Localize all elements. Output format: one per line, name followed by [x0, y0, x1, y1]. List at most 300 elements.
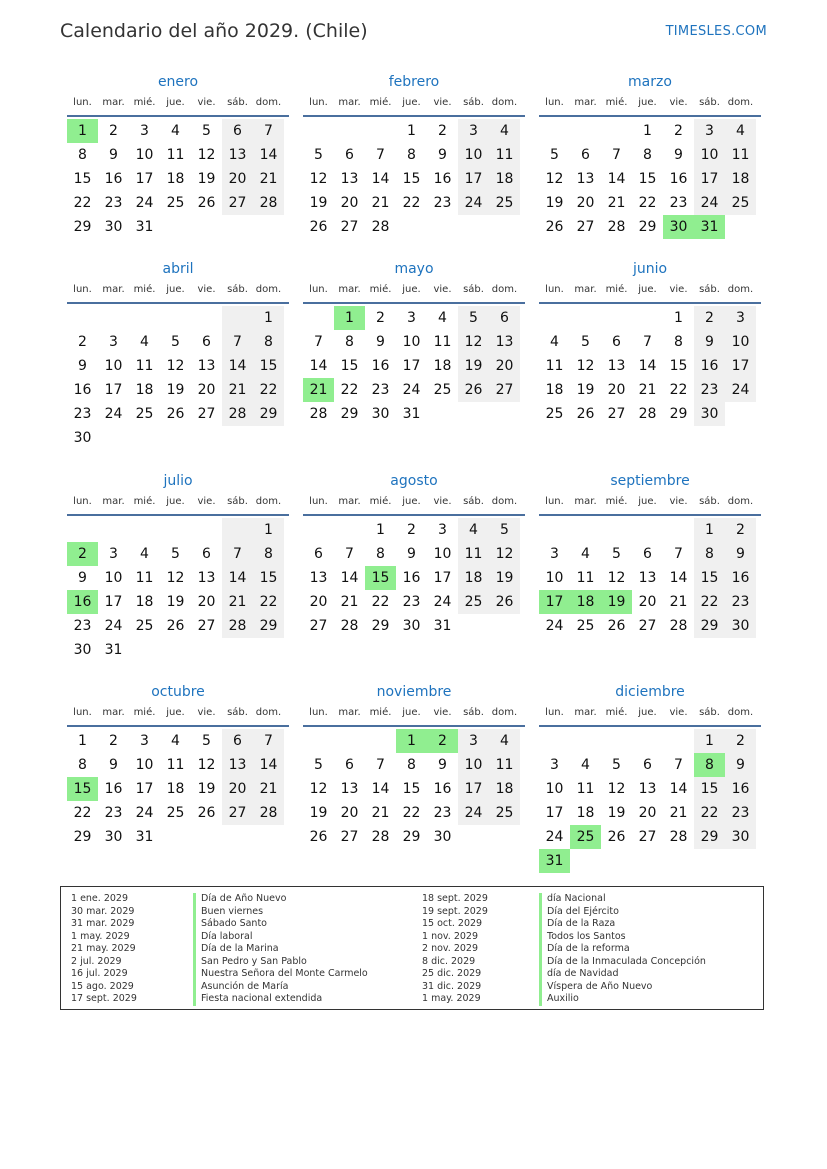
day-cell[interactable]: 23: [433, 195, 452, 211]
day-cell[interactable]: 24: [545, 829, 564, 845]
day-cell[interactable]: 3: [458, 729, 489, 753]
day-cell[interactable]: 19: [607, 805, 626, 821]
day-cell[interactable]: 7: [253, 729, 284, 753]
day-cell[interactable]: 26: [309, 829, 328, 845]
day-cell[interactable]: 8: [694, 542, 725, 566]
day-cell[interactable]: 6: [222, 729, 253, 753]
holiday-cell[interactable]: 1: [396, 729, 427, 753]
day-cell[interactable]: 30: [73, 430, 92, 446]
holiday-cell[interactable]: 30: [663, 215, 694, 239]
day-cell[interactable]: 22: [402, 805, 421, 821]
day-cell[interactable]: 18: [166, 171, 185, 187]
day-cell[interactable]: 1: [253, 518, 284, 542]
day-cell[interactable]: 20: [222, 777, 253, 801]
day-cell[interactable]: 21: [253, 777, 284, 801]
day-cell[interactable]: 22: [371, 594, 390, 610]
day-cell[interactable]: 2: [109, 123, 118, 139]
day-cell[interactable]: 6: [202, 334, 211, 350]
day-cell[interactable]: 25: [135, 406, 154, 422]
day-cell[interactable]: 12: [197, 147, 216, 163]
day-cell[interactable]: 9: [438, 147, 447, 163]
day-cell[interactable]: 26: [166, 406, 185, 422]
day-cell[interactable]: 11: [725, 143, 756, 167]
day-cell[interactable]: 21: [669, 594, 688, 610]
day-cell[interactable]: 4: [581, 757, 590, 773]
day-cell[interactable]: 28: [371, 219, 390, 235]
day-cell[interactable]: 16: [725, 777, 756, 801]
day-cell[interactable]: 7: [643, 334, 652, 350]
day-cell[interactable]: 5: [202, 123, 211, 139]
day-cell[interactable]: 10: [104, 570, 123, 586]
day-cell[interactable]: 17: [135, 171, 154, 187]
day-cell[interactable]: 20: [222, 167, 253, 191]
day-cell[interactable]: 31: [104, 642, 123, 658]
day-cell[interactable]: 14: [253, 143, 284, 167]
day-cell[interactable]: 3: [140, 123, 149, 139]
day-cell[interactable]: 3: [109, 546, 118, 562]
day-cell[interactable]: 5: [314, 147, 323, 163]
day-cell[interactable]: 22: [694, 801, 725, 825]
day-cell[interactable]: 13: [638, 781, 657, 797]
day-cell[interactable]: 29: [73, 829, 92, 845]
day-cell[interactable]: 30: [104, 219, 123, 235]
day-cell[interactable]: 9: [78, 570, 87, 586]
day-cell[interactable]: 16: [669, 171, 688, 187]
day-cell[interactable]: 7: [674, 546, 683, 562]
day-cell[interactable]: 10: [458, 143, 489, 167]
day-cell[interactable]: 9: [438, 757, 447, 773]
day-cell[interactable]: 29: [253, 614, 284, 638]
day-cell[interactable]: 21: [222, 378, 253, 402]
day-cell[interactable]: 15: [694, 777, 725, 801]
day-cell[interactable]: 30: [694, 402, 725, 426]
day-cell[interactable]: 20: [340, 195, 359, 211]
day-cell[interactable]: 8: [674, 334, 683, 350]
day-cell[interactable]: 17: [725, 354, 756, 378]
holiday-cell[interactable]: 2: [67, 542, 98, 566]
day-cell[interactable]: 13: [340, 171, 359, 187]
day-cell[interactable]: 5: [550, 147, 559, 163]
day-cell[interactable]: 4: [171, 123, 180, 139]
day-cell[interactable]: 27: [340, 219, 359, 235]
day-cell[interactable]: 27: [340, 829, 359, 845]
day-cell[interactable]: 23: [104, 195, 123, 211]
day-cell[interactable]: 12: [576, 358, 595, 374]
day-cell[interactable]: 17: [458, 167, 489, 191]
day-cell[interactable]: 4: [550, 334, 559, 350]
day-cell[interactable]: 17: [545, 805, 564, 821]
day-cell[interactable]: 29: [253, 402, 284, 426]
day-cell[interactable]: 17: [694, 167, 725, 191]
day-cell[interactable]: 3: [109, 334, 118, 350]
day-cell[interactable]: 23: [669, 195, 688, 211]
day-cell[interactable]: 24: [545, 618, 564, 634]
day-cell[interactable]: 7: [376, 147, 385, 163]
day-cell[interactable]: 11: [135, 570, 154, 586]
day-cell[interactable]: 2: [694, 306, 725, 330]
day-cell[interactable]: 27: [638, 829, 657, 845]
day-cell[interactable]: 17: [135, 781, 154, 797]
day-cell[interactable]: 15: [402, 781, 421, 797]
day-cell[interactable]: 15: [694, 566, 725, 590]
day-cell[interactable]: 5: [581, 334, 590, 350]
day-cell[interactable]: 16: [371, 358, 390, 374]
day-cell[interactable]: 31: [135, 829, 154, 845]
day-cell[interactable]: 2: [674, 123, 683, 139]
holiday-cell[interactable]: 25: [570, 825, 601, 849]
day-cell[interactable]: 18: [433, 358, 452, 374]
day-cell[interactable]: 20: [489, 354, 520, 378]
day-cell[interactable]: 29: [669, 406, 688, 422]
day-cell[interactable]: 9: [674, 147, 683, 163]
day-cell[interactable]: 27: [489, 378, 520, 402]
day-cell[interactable]: 15: [340, 358, 359, 374]
day-cell[interactable]: 10: [135, 147, 154, 163]
day-cell[interactable]: 16: [104, 171, 123, 187]
day-cell[interactable]: 26: [489, 590, 520, 614]
day-cell[interactable]: 7: [314, 334, 323, 350]
day-cell[interactable]: 15: [669, 358, 688, 374]
holiday-cell[interactable]: 16: [67, 590, 98, 614]
day-cell[interactable]: 5: [612, 757, 621, 773]
day-cell[interactable]: 12: [309, 171, 328, 187]
day-cell[interactable]: 13: [197, 358, 216, 374]
day-cell[interactable]: 14: [669, 570, 688, 586]
day-cell[interactable]: 19: [309, 805, 328, 821]
day-cell[interactable]: 18: [458, 566, 489, 590]
day-cell[interactable]: 20: [607, 382, 626, 398]
day-cell[interactable]: 20: [309, 594, 328, 610]
day-cell[interactable]: 22: [669, 382, 688, 398]
day-cell[interactable]: 30: [104, 829, 123, 845]
day-cell[interactable]: 1: [253, 306, 284, 330]
day-cell[interactable]: 3: [407, 310, 416, 326]
day-cell[interactable]: 11: [166, 147, 185, 163]
day-cell[interactable]: 10: [104, 358, 123, 374]
day-cell[interactable]: 28: [340, 618, 359, 634]
day-cell[interactable]: 5: [314, 757, 323, 773]
day-cell[interactable]: 1: [694, 729, 725, 753]
day-cell[interactable]: 4: [458, 518, 489, 542]
day-cell[interactable]: 25: [458, 590, 489, 614]
day-cell[interactable]: 21: [638, 382, 657, 398]
day-cell[interactable]: 20: [197, 594, 216, 610]
day-cell[interactable]: 14: [371, 781, 390, 797]
day-cell[interactable]: 16: [694, 354, 725, 378]
day-cell[interactable]: 11: [458, 542, 489, 566]
day-cell[interactable]: 23: [104, 805, 123, 821]
day-cell[interactable]: 12: [607, 781, 626, 797]
day-cell[interactable]: 13: [340, 781, 359, 797]
day-cell[interactable]: 18: [545, 382, 564, 398]
day-cell[interactable]: 14: [669, 781, 688, 797]
day-cell[interactable]: 7: [674, 757, 683, 773]
day-cell[interactable]: 28: [222, 402, 253, 426]
day-cell[interactable]: 1: [78, 733, 87, 749]
day-cell[interactable]: 23: [433, 805, 452, 821]
day-cell[interactable]: 21: [607, 195, 626, 211]
day-cell[interactable]: 3: [725, 306, 756, 330]
day-cell[interactable]: 5: [458, 306, 489, 330]
day-cell[interactable]: 18: [489, 167, 520, 191]
day-cell[interactable]: 8: [253, 542, 284, 566]
day-cell[interactable]: 5: [202, 733, 211, 749]
holiday-cell[interactable]: 8: [694, 753, 725, 777]
day-cell[interactable]: 25: [489, 801, 520, 825]
holiday-cell[interactable]: 1: [334, 306, 365, 330]
day-cell[interactable]: 4: [171, 733, 180, 749]
day-cell[interactable]: 7: [376, 757, 385, 773]
day-cell[interactable]: 4: [489, 729, 520, 753]
day-cell[interactable]: 20: [638, 805, 657, 821]
day-cell[interactable]: 2: [376, 310, 385, 326]
day-cell[interactable]: 18: [135, 382, 154, 398]
day-cell[interactable]: 8: [253, 330, 284, 354]
day-cell[interactable]: 12: [309, 781, 328, 797]
day-cell[interactable]: 8: [407, 147, 416, 163]
day-cell[interactable]: 11: [489, 143, 520, 167]
day-cell[interactable]: 5: [612, 546, 621, 562]
day-cell[interactable]: 22: [340, 382, 359, 398]
day-cell[interactable]: 16: [433, 171, 452, 187]
day-cell[interactable]: 25: [433, 382, 452, 398]
day-cell[interactable]: 29: [73, 219, 92, 235]
day-cell[interactable]: 15: [73, 171, 92, 187]
day-cell[interactable]: 8: [407, 757, 416, 773]
day-cell[interactable]: 20: [638, 594, 657, 610]
day-cell[interactable]: 19: [576, 382, 595, 398]
site-link[interactable]: TIMESLES.COM: [665, 24, 767, 39]
day-cell[interactable]: 11: [489, 753, 520, 777]
day-cell[interactable]: 25: [489, 191, 520, 215]
day-cell[interactable]: 16: [433, 781, 452, 797]
day-cell[interactable]: 30: [402, 618, 421, 634]
day-cell[interactable]: 18: [135, 594, 154, 610]
day-cell[interactable]: 13: [197, 570, 216, 586]
day-cell[interactable]: 3: [438, 522, 447, 538]
day-cell[interactable]: 24: [433, 594, 452, 610]
day-cell[interactable]: 22: [402, 195, 421, 211]
day-cell[interactable]: 23: [402, 594, 421, 610]
day-cell[interactable]: 4: [725, 119, 756, 143]
day-cell[interactable]: 24: [458, 191, 489, 215]
day-cell[interactable]: 12: [545, 171, 564, 187]
holiday-cell[interactable]: 2: [427, 729, 458, 753]
day-cell[interactable]: 2: [725, 518, 756, 542]
day-cell[interactable]: 10: [725, 330, 756, 354]
day-cell[interactable]: 9: [376, 334, 385, 350]
day-cell[interactable]: 29: [402, 829, 421, 845]
holiday-cell[interactable]: 21: [303, 378, 334, 402]
day-cell[interactable]: 4: [489, 119, 520, 143]
day-cell[interactable]: 26: [607, 618, 626, 634]
holiday-cell[interactable]: 31: [539, 849, 570, 873]
day-cell[interactable]: 9: [407, 546, 416, 562]
day-cell[interactable]: 6: [643, 546, 652, 562]
day-cell[interactable]: 11: [576, 570, 595, 586]
day-cell[interactable]: 25: [576, 618, 595, 634]
day-cell[interactable]: 12: [607, 570, 626, 586]
day-cell[interactable]: 26: [166, 618, 185, 634]
day-cell[interactable]: 12: [458, 330, 489, 354]
day-cell[interactable]: 9: [109, 147, 118, 163]
day-cell[interactable]: 29: [340, 406, 359, 422]
day-cell[interactable]: 28: [638, 406, 657, 422]
day-cell[interactable]: 28: [371, 829, 390, 845]
day-cell[interactable]: 8: [78, 147, 87, 163]
day-cell[interactable]: 17: [104, 382, 123, 398]
day-cell[interactable]: 11: [166, 757, 185, 773]
day-cell[interactable]: 20: [576, 195, 595, 211]
day-cell[interactable]: 19: [197, 171, 216, 187]
day-cell[interactable]: 8: [643, 147, 652, 163]
holiday-cell[interactable]: 17: [539, 590, 570, 614]
day-cell[interactable]: 17: [402, 358, 421, 374]
day-cell[interactable]: 23: [371, 382, 390, 398]
day-cell[interactable]: 16: [725, 566, 756, 590]
holiday-cell[interactable]: 15: [67, 777, 98, 801]
day-cell[interactable]: 7: [222, 542, 253, 566]
day-cell[interactable]: 24: [694, 191, 725, 215]
day-cell[interactable]: 4: [581, 546, 590, 562]
day-cell[interactable]: 31: [402, 406, 421, 422]
day-cell[interactable]: 16: [73, 382, 92, 398]
day-cell[interactable]: 6: [345, 147, 354, 163]
day-cell[interactable]: 30: [725, 614, 756, 638]
day-cell[interactable]: 26: [197, 195, 216, 211]
day-cell[interactable]: 8: [376, 546, 385, 562]
day-cell[interactable]: 6: [489, 306, 520, 330]
day-cell[interactable]: 12: [166, 358, 185, 374]
day-cell[interactable]: 21: [253, 167, 284, 191]
day-cell[interactable]: 23: [73, 618, 92, 634]
day-cell[interactable]: 25: [166, 805, 185, 821]
day-cell[interactable]: 19: [458, 354, 489, 378]
day-cell[interactable]: 26: [545, 219, 564, 235]
day-cell[interactable]: 11: [433, 334, 452, 350]
day-cell[interactable]: 18: [489, 777, 520, 801]
day-cell[interactable]: 29: [694, 614, 725, 638]
day-cell[interactable]: 13: [607, 358, 626, 374]
day-cell[interactable]: 2: [725, 729, 756, 753]
day-cell[interactable]: 5: [171, 546, 180, 562]
day-cell[interactable]: 22: [73, 805, 92, 821]
day-cell[interactable]: 6: [202, 546, 211, 562]
day-cell[interactable]: 6: [345, 757, 354, 773]
day-cell[interactable]: 6: [612, 334, 621, 350]
day-cell[interactable]: 28: [669, 829, 688, 845]
day-cell[interactable]: 3: [550, 546, 559, 562]
day-cell[interactable]: 27: [576, 219, 595, 235]
day-cell[interactable]: 4: [438, 310, 447, 326]
day-cell[interactable]: 20: [197, 382, 216, 398]
day-cell[interactable]: 7: [222, 330, 253, 354]
day-cell[interactable]: 1: [407, 123, 416, 139]
day-cell[interactable]: 19: [197, 781, 216, 797]
day-cell[interactable]: 6: [643, 757, 652, 773]
holiday-cell[interactable]: 19: [601, 590, 632, 614]
day-cell[interactable]: 19: [166, 382, 185, 398]
day-cell[interactable]: 6: [581, 147, 590, 163]
day-cell[interactable]: 13: [222, 753, 253, 777]
day-cell[interactable]: 24: [458, 801, 489, 825]
day-cell[interactable]: 13: [222, 143, 253, 167]
day-cell[interactable]: 4: [140, 546, 149, 562]
day-cell[interactable]: 13: [638, 570, 657, 586]
day-cell[interactable]: 24: [135, 805, 154, 821]
day-cell[interactable]: 30: [371, 406, 390, 422]
day-cell[interactable]: 10: [135, 757, 154, 773]
day-cell[interactable]: 13: [576, 171, 595, 187]
day-cell[interactable]: 1: [694, 518, 725, 542]
day-cell[interactable]: 23: [725, 590, 756, 614]
day-cell[interactable]: 21: [340, 594, 359, 610]
day-cell[interactable]: 14: [253, 753, 284, 777]
day-cell[interactable]: 26: [197, 805, 216, 821]
day-cell[interactable]: 27: [222, 801, 253, 825]
day-cell[interactable]: 21: [669, 805, 688, 821]
day-cell[interactable]: 18: [576, 805, 595, 821]
day-cell[interactable]: 21: [371, 195, 390, 211]
day-cell[interactable]: 14: [340, 570, 359, 586]
day-cell[interactable]: 14: [371, 171, 390, 187]
day-cell[interactable]: 24: [402, 382, 421, 398]
day-cell[interactable]: 25: [545, 406, 564, 422]
holiday-cell[interactable]: 15: [365, 566, 396, 590]
day-cell[interactable]: 3: [140, 733, 149, 749]
day-cell[interactable]: 27: [638, 618, 657, 634]
day-cell[interactable]: 27: [197, 618, 216, 634]
day-cell[interactable]: 26: [458, 378, 489, 402]
day-cell[interactable]: 26: [607, 829, 626, 845]
day-cell[interactable]: 23: [725, 801, 756, 825]
day-cell[interactable]: 9: [725, 542, 756, 566]
day-cell[interactable]: 19: [309, 195, 328, 211]
day-cell[interactable]: 1: [674, 310, 683, 326]
day-cell[interactable]: 13: [309, 570, 328, 586]
day-cell[interactable]: 24: [135, 195, 154, 211]
day-cell[interactable]: 18: [725, 167, 756, 191]
day-cell[interactable]: 1: [376, 522, 385, 538]
day-cell[interactable]: 14: [607, 171, 626, 187]
day-cell[interactable]: 15: [253, 354, 284, 378]
day-cell[interactable]: 25: [166, 195, 185, 211]
day-cell[interactable]: 20: [340, 805, 359, 821]
day-cell[interactable]: 5: [489, 518, 520, 542]
day-cell[interactable]: 29: [694, 825, 725, 849]
day-cell[interactable]: 12: [197, 757, 216, 773]
day-cell[interactable]: 16: [104, 781, 123, 797]
day-cell[interactable]: 22: [694, 590, 725, 614]
day-cell[interactable]: 1: [643, 123, 652, 139]
day-cell[interactable]: 17: [104, 594, 123, 610]
day-cell[interactable]: 27: [222, 191, 253, 215]
holiday-cell[interactable]: 1: [67, 119, 98, 143]
day-cell[interactable]: 13: [489, 330, 520, 354]
holiday-cell[interactable]: 18: [570, 590, 601, 614]
day-cell[interactable]: 3: [694, 119, 725, 143]
day-cell[interactable]: 19: [545, 195, 564, 211]
day-cell[interactable]: 2: [78, 334, 87, 350]
day-cell[interactable]: 30: [725, 825, 756, 849]
day-cell[interactable]: 2: [438, 123, 447, 139]
day-cell[interactable]: 26: [576, 406, 595, 422]
day-cell[interactable]: 2: [407, 522, 416, 538]
day-cell[interactable]: 15: [638, 171, 657, 187]
day-cell[interactable]: 22: [253, 378, 284, 402]
holiday-cell[interactable]: 31: [694, 215, 725, 239]
day-cell[interactable]: 10: [433, 546, 452, 562]
